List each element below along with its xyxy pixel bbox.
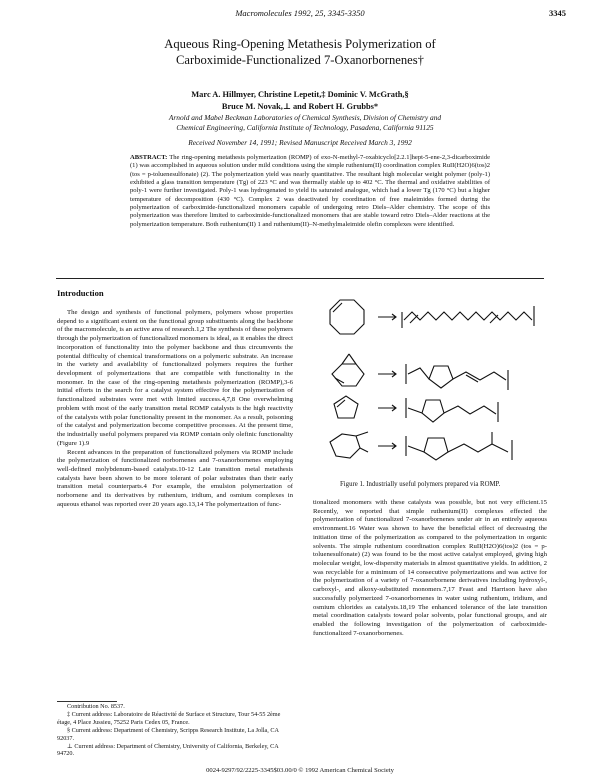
polyoctenamer-chain: [404, 312, 532, 320]
footnotes: [57, 703, 293, 758]
footnote-3: ⊥ Current address: Department of Chemistry, University of California, Berkeley, CA 94720.: [57, 742, 279, 758]
polynorbornene-ring: [429, 366, 453, 388]
fused-polymer-chain: [408, 446, 424, 452]
polynorbornene-chain: [408, 368, 429, 379]
polydcpd-ring: [422, 400, 444, 422]
introduction-heading: Introduction: [57, 288, 104, 298]
figure-caption: Figure 1. Industrially useful polymers prepared via ROMP.: [340, 481, 501, 488]
footnote-contribution: Contribution No. 8537.: [67, 703, 125, 710]
affiliation-line-2: Chemical Engineering, California Institute of Technology, Pasadena, California 91125: [176, 123, 434, 132]
polydcpd-chain: [408, 408, 422, 413]
abstract-text: The ring-opening metathesis polymerization (ROMP) of exo-N-methyl-7-oxabicyclo[2.2.1]hept-5-ene-2,3-dicarboximide (1) was accomplished in aqueous solution under mild conditions using the simple ruthenium(II) coordination complex RuII(H2O)6(tos)2 (tos = p-toluenesulfonate) (2). The polymerization yield was nearly quantitative. The resultant high molecular weight polymer (poly-1) exhibited a glass transition temperature (Tg) of 223 °C and was thermally stable up to 402 °C. The thermal and oxidative stabilities of poly-1 were further investigated. Poly-1 was hydrogenated to yield its saturated analogue, which had a lower Tg (170 °C) but a higher temperature of decomposition (430 °C). Complex 2 was deactivated by coordination of free maleimides formed during the polymerization of carboximide-functionalized monomers capable of undergoing retro Diels–Alder chemistry. The scope of this polymerization was therefore limited to carboximide-functionalized monomers that are stable toward retro Diels–Alder reactions at the polymerization temperature. Both ruthenium(II) 1 and ruthenium(II)–N-methylmaleimide olefin complexes were identified.: [130, 154, 490, 228]
author-list: [0, 89, 600, 113]
intro-paragraph-1: The design and synthesis of functional polymers, polymers whose properties depend to a significant extent on the functional group substituents along the backbone of the macromolecule, is an active area of research.1,2 The synthesis of these polymers through the polymerization of functionalized monomers is ideal, as it enables the direct incorporation of functionality into the polymer backbone and thus circumvents the potential difficulty of chemical transformations on a polymeric substrate. An increase in the variety and availability of functionalized polymers requires the further development of polymerizations that are compatible with functionality in the monomer. In the case of the ring-opening metathesis polymerization (ROMP),3-6 initial efforts in the search for a catalyst system effective for the polymerization of functionalized substrates were met with limited success.4,7,8 One overwhelming problem with most of the early transition metal ROMP catalysts is the high reactivity of the catalysts with polar functionality present in the monomer. As a result, poisoning of the catalyst and polymerization become competitive processes. At the present time, the industrially useful polymers prepared via ROMP contain only olefinic functionality (Figure 1).9: [57, 309, 293, 447]
footnote-2: § Current address: Department of Chemistry, Scripps Research Institute, La Jolla, CA 92037.: [57, 726, 279, 742]
page-footer: 0024-9297/92/2225-3345$03.00/0 © 1992 American Chemical Society: [206, 767, 394, 774]
norbornene-bridge-b: [349, 354, 356, 364]
footnote-divider: [57, 701, 117, 702]
authors-line-1: Marc A. Hillmyer, Christine Lepetit,‡ Dominic V. McGrath,§: [191, 90, 409, 99]
journal-header: Macromolecules 1992, 25, 3345-3350: [235, 8, 365, 18]
section-divider: [56, 278, 544, 279]
authors-line-2: Bruce M. Novak,⊥ and Robert H. Grubbs*: [221, 102, 379, 111]
norbornene-bridge-a: [342, 354, 349, 364]
affiliation-line-1: Arnold and Mabel Beckman Laboratories of Chemical Synthesis, Division of Chemistry and: [168, 113, 442, 122]
article-title: [0, 36, 600, 68]
title-line-2: Carboximide-Functionalized 7-Oxanorbornenes†: [176, 53, 424, 67]
polynorbornene-chain-2: [453, 372, 506, 380]
norbornene-structure: [332, 364, 364, 386]
fused-ring-link-2: [360, 448, 368, 452]
cyclooctene-double-bond: [333, 303, 342, 312]
cyclooctene-structure: [330, 300, 364, 334]
fused-ring-link: [356, 432, 368, 436]
fused-polymer-chain-2: [448, 444, 508, 452]
polydcpd-chain-2: [444, 406, 496, 414]
figure-1-structures: [316, 292, 548, 477]
left-column: [57, 309, 293, 510]
abstract-label: ABSTRACT:: [130, 154, 168, 161]
fused-polymer-ring: [424, 438, 448, 460]
chain-double-bond-2: [490, 315, 498, 323]
right-column-text: tionalized monomers with these catalysts was possible, but not very efficient.15 Recently, we reported that simple ruthenium(II) complexes effected the polymerization of functionalized 7-oxanorbornenes under air in an entirely aqueous environment.16 Water was shown to have the beneficial effect of decreasing the initiation time of the polymerization as compared to the polymerization in organic solvents. The simple ruthenium coordination complex RuII(H2O)6(tos)2 (tos = p-toluenesulfonate) (2) was found to be the most active catalyst employed, giving high molecular weight, low-dispersity materials in almost quantitative yields. In addition, 2 was recyclable for a minimum of 14 consecutive polymerizations and was active for the polymerization of a variety of 7-oxanorbornene derivatives including hydroxyl-, carboxyl-, and alkoxy-substituted monomers.7,17 Feast and Harrison have also successfully polymerized 7-oxanorbornenes in water using ruthenium, iridium, and osmium chlorides as catalysts.18,19 The enhanced tolerance of the late transition metal coordination catalysts toward polar solvents, polar functional groups, and air enabled the following investigation of the polymerization of carboximide-functionalized 7-oxanorbornenes.: [313, 499, 547, 637]
page-number: 3345: [549, 8, 566, 18]
received-dates: Received November 14, 1991; Revised Manuscript Received March 3, 1992: [188, 138, 412, 147]
right-column: [313, 499, 547, 639]
affiliation: [150, 113, 460, 133]
abstract: [130, 154, 490, 229]
title-line-1: Aqueous Ring-Opening Metathesis Polymerization of: [164, 37, 436, 51]
intro-paragraph-2: Recent advances in the preparation of functionalized polymers via ROMP include the polymerization of functionalized norbornenes and 7-oxanorbornenes employing well-defined molybdenum-based catalysts.10-12 Late transition metal metathesis catalysts have been shown to be more tolerant of polar substrates than their early transition metal counterparts.4 For example, the emulsion polymerization of norbornene and its derivatives by ruthenium, iridium, and osmium complexes in aqueous ethanol was reported over 20 years ago.13,14 The polymerization of func-: [57, 448, 293, 508]
fused-monomer-structure: [330, 434, 360, 458]
footnote-1: ‡ Current address: Laboratoire de Réactivité de Surface et Structure, Tour 54-55 2ème étage, 4 Place Jussieu, 75252 Paris Cedex 05, France.: [57, 710, 281, 726]
chain-double-bond-1: [410, 315, 418, 323]
